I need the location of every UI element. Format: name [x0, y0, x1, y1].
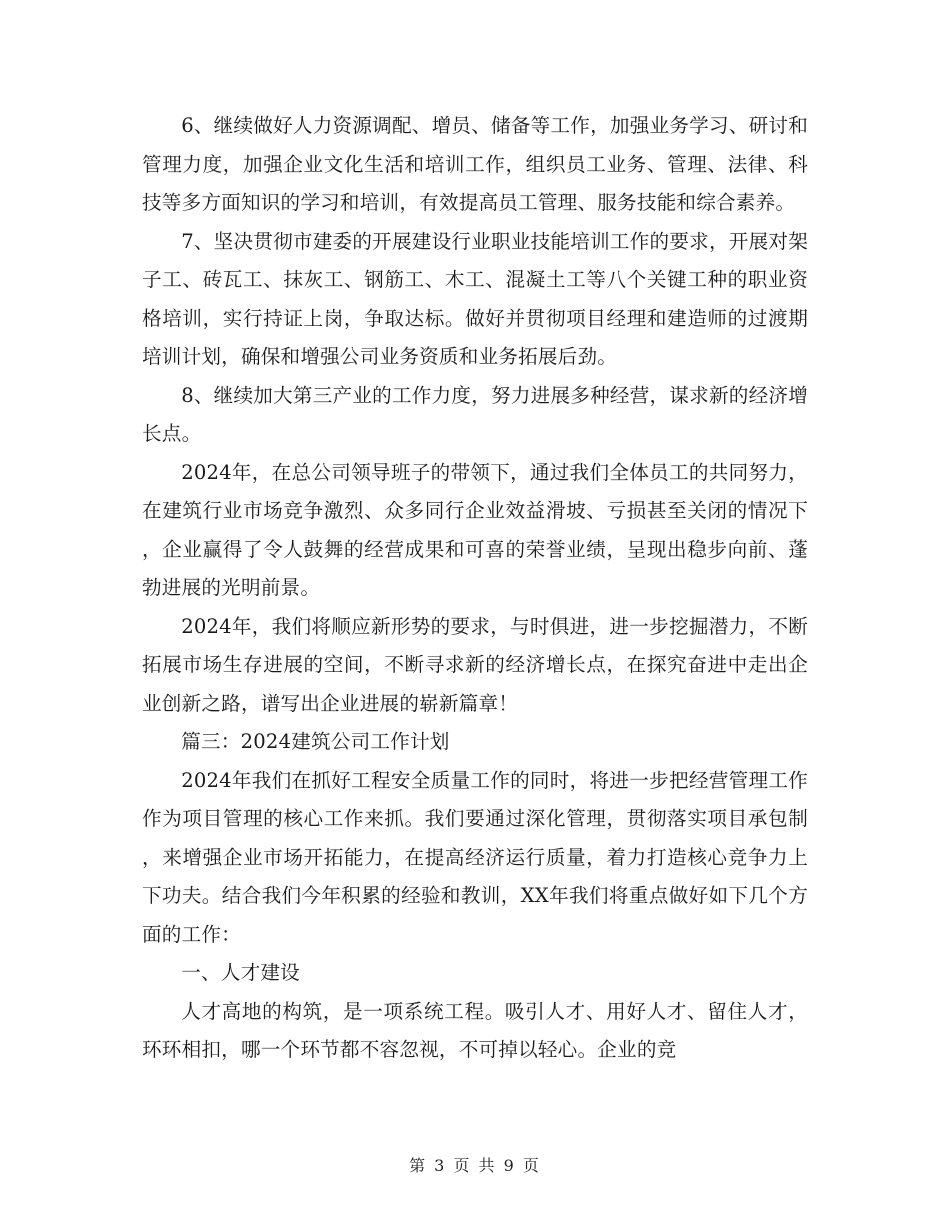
document-body: [142, 107, 808, 1070]
paragraph-2024-summary: 2024年，在总公司领导班子的带领下，通过我们全体员工的共同努力，在建筑行业市场竞争激烈、众多同行企业效益滑坡、亏损甚至关闭的情况下，企业赢得了令人鼓舞的经营成果和可喜的荣誉业绩，呈现出稳步向前、蓬勃进展的光明前景。: [142, 460, 808, 599]
page-number-footer: 第 3 页 共 9 页: [409, 1156, 541, 1175]
paragraph-item-8: 8、继续加大第三产业的工作力度，努力进展多种经营，谋求新的经济增长点。: [142, 383, 808, 445]
section-heading: 篇三：2024建筑公司工作计划: [181, 730, 450, 753]
paragraph-item-6: 6、继续做好人力资源调配、增员、储备等工作，加强业务学习、研讨和管理力度，加强企业文化生活和培训工作，组织员工业务、管理、法律、科技等多方面知识的学习和培训，有效提高员工管理、服务技能和综合素养。: [142, 114, 808, 214]
paragraph-plan-intro: 2024年我们在抓好工程安全质量工作的同时，将进一步把经营管理工作作为项目管理的核心工作来抓。我们要通过深化管理，贯彻落实项目承包制，来增强企业市场开拓能力，在提高经济运行质量，着力打造核心竞争力上下功夫。结合我们今年积累的经验和教训，XX年我们将重点做好如下几个方面的工作：: [142, 768, 808, 946]
subsection-heading: 一、人才建设: [181, 961, 300, 984]
paragraph-talent: 人才高地的构筑，是一项系统工程。吸引人才、用好人才、留住人才，环环相扣，哪一个环节都不容忽视，不可掉以轻心。企业的竞: [142, 999, 808, 1061]
paragraph-2024-outlook: 2024年，我们将顺应新形势的要求，与时俱进，进一步挖掘潜力，不断拓展市场生存进展的空间，不断寻求新的经济增长点，在探究奋进中走出企业创新之路，谱写出企业进展的崭新篇章！: [142, 614, 808, 715]
paragraph-item-7: 7、坚决贯彻市建委的开展建设行业职业技能培训工作的要求，开展对架子工、砖瓦工、抹灰工、钢筋工、木工、混凝土工等八个关键工种的职业资格培训，实行持证上岗，争取达标。做好并贯彻项目经理和建造师的过渡期培训计划，确保和增强公司业务资质和业务拓展后劲。: [142, 229, 808, 368]
